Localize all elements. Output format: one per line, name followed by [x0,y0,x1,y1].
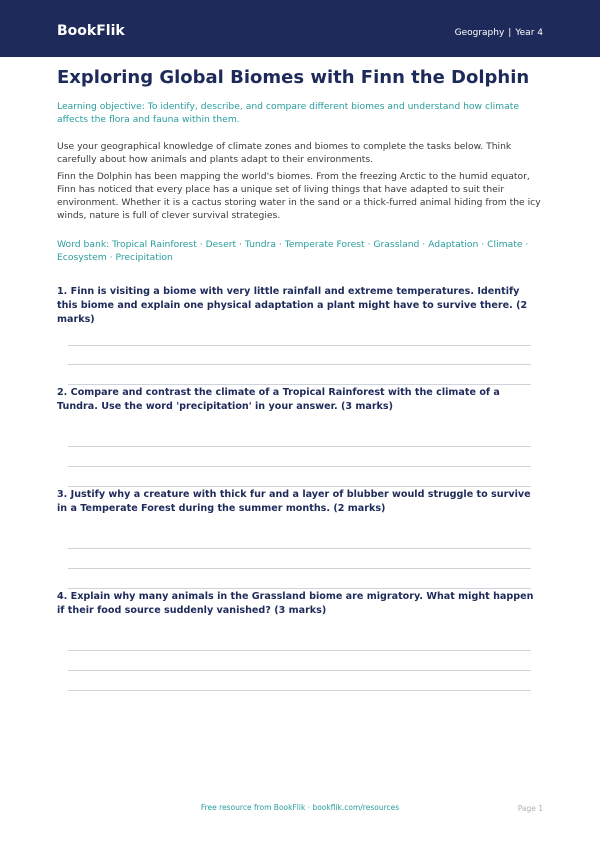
question-2: 2. Compare and contrast the climate of a Tropical Rainforest with the climate of a Tundra. Use the word 'precipitation' in your answer. (3 marks) [57,387,500,412]
answer-line[interactable] [68,670,531,671]
answer-line[interactable] [68,588,531,589]
question-3: 3. Justify why a creature with thick fur and a layer of blubber would struggle to survive in a Temperate Forest during the summer months. (2 marks) [57,489,531,514]
answer-line[interactable] [68,690,531,691]
answer-line[interactable] [68,548,531,549]
story-paragraph: Finn the Dolphin has been mapping the world's biomes. From the freezing Arctic to the humid equator, Finn has noticed that every place has a unique set of living things that have adapted to suit their environment. Whether it is a cactus storing water in the sand or a thick-furred animal hiding from the icy winds, nature is full of clever survival strategies. [57,171,541,221]
instructions-paragraph: Use your geographical knowledge of climate zones and biomes to complete the tasks below. Think carefully about how animals and plants adapt to their environments. [57,141,512,165]
question-1: 1. Finn is visiting a biome with very little rainfall and extreme temperatures. Identify this biome and explain one physical adaptation a plant might have to survive there. (2 marks) [57,286,528,325]
brand-logo-text[interactable]: BookFlik [57,23,125,39]
answer-line[interactable] [68,568,531,569]
separator: | [508,28,512,38]
answer-line[interactable] [68,384,531,385]
answer-line[interactable] [68,650,531,651]
answer-line[interactable] [68,345,531,346]
footer-resource-link[interactable]: Free resource from BookFlik · bookflik.com/resources [200,803,400,812]
header-bar [0,0,600,57]
learning-objective: Learning objective: To identify, describe, and compare different biomes and understand how climate affects the flora and fauna within them. [57,101,519,125]
subject-year-label [455,27,543,39]
year-label: Year 4 [515,28,543,38]
question-4: 4. Explain why many animals in the Grassland biome are migratory. What might happen if their food source suddenly vanished? (3 marks) [57,591,534,616]
answer-line[interactable] [68,466,531,467]
subject-label: Geography [454,28,505,38]
worksheet-title: Exploring Global Biomes with Finn the Dolphin [57,67,530,88]
answer-line[interactable] [68,486,531,487]
page-number: Page 1 [517,804,543,813]
answer-line[interactable] [68,364,531,365]
word-bank: Word bank: Tropical Rainforest · Desert · Tundra · Temperate Forest · Grassland · Adaptation · Climate · Ecosystem · Precipitation [57,239,529,263]
answer-line[interactable] [68,446,531,447]
